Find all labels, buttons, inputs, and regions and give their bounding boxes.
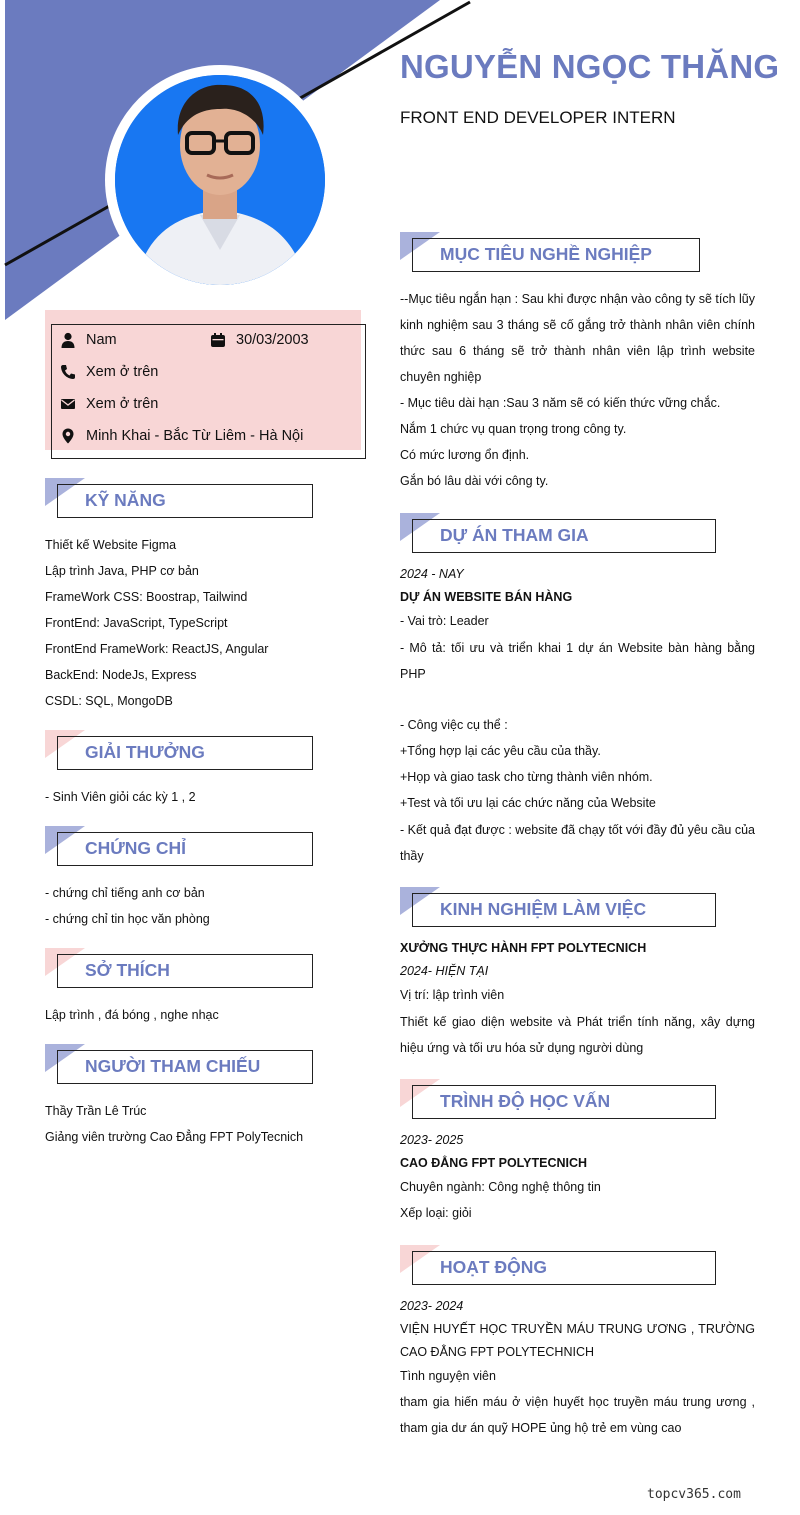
section-title: TRÌNH ĐỘ HỌC VẤN [440, 1091, 611, 1111]
section-projects-header [400, 513, 718, 549]
activity-role: Tình nguyện viên [400, 1369, 496, 1383]
experience-period: 2024- HIỆN TẠI [400, 964, 489, 978]
section-title: HOẠT ĐỘNG [440, 1257, 547, 1277]
contact-address [60, 428, 303, 444]
project-description: - Mô tả: tối ưu và triển khai 1 dự án Website bàn hàng bằng PHP [400, 641, 755, 681]
footer-brand: topcv365.com [647, 1487, 741, 1502]
project-task: +Test và tối ưu lại các chức năng của Website [400, 796, 656, 810]
address-value: Minh Khai - Bắc Từ Liêm - Hà Nội [86, 428, 304, 444]
birthday-value: 30/03/2003 [236, 332, 309, 348]
project-name: DỰ ÁN WEBSITE BÁN HÀNG [400, 590, 573, 604]
avatar-frame [105, 65, 335, 295]
section-activities-header [400, 1245, 718, 1281]
reference-item: Thầy Trần Lê Trúc [45, 1104, 147, 1118]
education-grade: Xếp loại: giỏi [400, 1206, 472, 1220]
project-task: +Tổng hợp lại các yêu cầu của thầy. [400, 744, 601, 758]
objective-line: Gắn bó lâu dài với công ty. [400, 474, 549, 488]
contact-phone [60, 364, 158, 380]
objective-line: Nắm 1 chức vụ quan trọng trong công ty. [400, 422, 627, 436]
section-title: KINH NGHIỆM LÀM VIỆC [440, 899, 647, 919]
project-task: +Họp và giao task cho từng thành viên nhóm. [400, 770, 653, 784]
section-title: KỸ NĂNG [85, 490, 166, 510]
hobby-item: Lập trình , đá bóng , nghe nhạc [45, 1008, 219, 1022]
contact-email [60, 396, 158, 412]
section-title: DỰ ÁN THAM GIA [440, 525, 589, 545]
section-education-header [400, 1079, 718, 1115]
section-title: GIẢI THƯỞNG [85, 742, 205, 762]
phone-value: Xem ở trên [86, 364, 159, 380]
section-experience-header [400, 887, 718, 923]
objective-line: Có mức lương ổn định. [400, 448, 530, 462]
project-role: - Vai trò: Leader [400, 614, 489, 628]
experience-company: XƯỞNG THỰC HÀNH FPT POLYTECNICH [400, 941, 647, 955]
contact-gender [60, 332, 117, 348]
section-awards-header [45, 730, 315, 766]
section-skills-header [45, 478, 315, 514]
skill-item: Thiết kế Website Figma [45, 538, 177, 552]
calendar-icon [210, 332, 226, 348]
section-title: CHỨNG CHỈ [85, 838, 187, 858]
project-tasks-label: - Công việc cụ thể : [400, 718, 508, 732]
section-certificates-header [45, 826, 315, 862]
skill-item: FrameWork CSS: Boostrap, Tailwind [45, 590, 248, 604]
education-school: CAO ĐẲNG FPT POLYTECNICH [400, 1156, 588, 1170]
envelope-icon [60, 396, 76, 412]
avatar [115, 75, 325, 285]
objective-short-term: --Mục tiêu ngắn hạn : Sau khi được nhận vào công ty sẽ tích lũy kinh nghiệm sau 3 tháng sẽ cố gắng trở thành nhân viên chính thức sau 6 tháng sẽ trở thành nhân viên lập trình website chuyên nghiệp [400, 292, 755, 384]
experience-description: Thiết kế giao diện website và Phát triển tính năng, xây dựng hiệu ứng và tối ưu hóa sử dụng người dùng [400, 1015, 755, 1055]
award-item: - Sinh Viên giỏi các kỳ 1 , 2 [45, 790, 196, 804]
reference-item: Giảng viên trường Cao Đẳng FPT PolyTecnich [45, 1130, 304, 1144]
gender-value: Nam [86, 332, 117, 348]
activity-description: tham gia hiến máu ở viện huyết học truyền máu trung ương , tham gia dư án quỹ HOPE ủng hộ trẻ em vùng cao [400, 1395, 755, 1435]
section-title: MỤC TIÊU NGHỀ NGHIỆP [440, 244, 652, 264]
objective-long-term: - Mục tiêu dài hạn :Sau 3 năm sẽ có kiến thức vững chắc. [400, 396, 721, 410]
skill-item: FrontEnd: JavaScript, TypeScript [45, 616, 228, 630]
email-value: Xem ở trên [86, 396, 159, 412]
job-title: FRONT END DEVELOPER INTERN [400, 108, 676, 127]
candidate-name: NGUYỄN NGỌC THĂNG [400, 48, 780, 85]
section-objective-header [400, 232, 702, 268]
education-period: 2023- 2025 [400, 1133, 464, 1147]
section-title: NGƯỜI THAM CHIẾU [85, 1056, 261, 1076]
section-references-header [45, 1044, 315, 1080]
contact-birthday [210, 332, 309, 348]
project-period: 2024 - NAY [400, 567, 464, 581]
phone-icon [60, 364, 76, 380]
location-pin-icon [60, 428, 76, 444]
skill-item: Lập trình Java, PHP cơ bản [45, 564, 199, 578]
certificate-item: - chứng chỉ tin học văn phòng [45, 912, 210, 926]
skill-item: CSDL: SQL, MongoDB [45, 694, 173, 708]
portrait-illustration [115, 75, 325, 285]
section-hobbies-header [45, 948, 315, 984]
section-title: SỞ THÍCH [85, 960, 170, 980]
skill-item: BackEnd: NodeJs, Express [45, 668, 197, 682]
skill-item: FrontEnd FrameWork: ReactJS, Angular [45, 642, 269, 656]
education-major: Chuyên ngành: Công nghệ thông tin [400, 1180, 601, 1194]
activity-period: 2023- 2024 [400, 1299, 464, 1313]
experience-position: Vị trí: lập trình viên [400, 988, 505, 1002]
person-icon [60, 332, 76, 348]
activity-organization: VIỆN HUYẾT HỌC TRUYỀN MÁU TRUNG ƯƠNG , TRƯỜNG CAO ĐẲNG FPT POLYTECHNICH [400, 1322, 755, 1359]
certificate-item: - chứng chỉ tiếng anh cơ bản [45, 886, 205, 900]
project-result: - Kết quả đạt được : website đã chạy tốt với đầy đủ yêu cầu của thầy [400, 823, 755, 863]
